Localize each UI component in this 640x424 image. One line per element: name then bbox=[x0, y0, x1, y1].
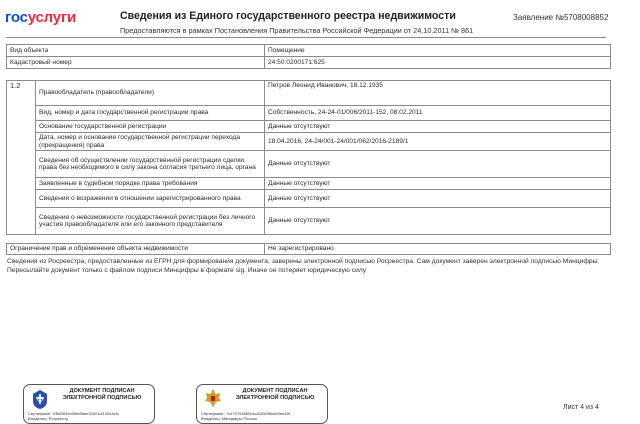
table-row bbox=[7, 190, 611, 208]
table-row bbox=[7, 208, 611, 235]
right-holder-label: Правообладатель (правообладатели) bbox=[36, 81, 265, 106]
signature-footnote: Сведения из Росреестра, предоставленные из ЕГРН для формирования документа, заверены электронной подписью Росреестра. Сам документ заверен электронной подписью Минцифры. Пересылайте документ только с файлом подписи Минцифры в формате sig. Иначе он потеряет юридическую силу bbox=[7, 258, 600, 274]
logo-part-gos: гос bbox=[5, 9, 28, 26]
document-title: Сведения из Единого государственного реестра недвижимости bbox=[120, 10, 456, 22]
table-row bbox=[7, 106, 611, 121]
rosreestr-emblem-icon bbox=[30, 388, 50, 410]
table-row bbox=[7, 121, 611, 133]
restrictions-table bbox=[6, 243, 611, 255]
table-row bbox=[7, 151, 611, 178]
transaction-value: Данные отсутствуют bbox=[265, 151, 611, 178]
personal-participation-value: Данные отсутствуют bbox=[265, 208, 611, 235]
header-divider bbox=[6, 37, 606, 38]
objection-value: Данные отсутствуют bbox=[265, 190, 611, 208]
stamp-owner: Владелец: Росреестр bbox=[28, 416, 69, 421]
gosuslugi-logo bbox=[5, 9, 76, 26]
signature-stamp-mintsifry bbox=[196, 384, 328, 424]
court-claims-label: Заявленные в судебном порядке права требования bbox=[36, 178, 265, 190]
transaction-label: Сведения об осуществлении государственной регистрации сделки, права без необходимого в силу закона согласия третьего лица, органа bbox=[36, 151, 265, 178]
registration-basis-label: Основание государственной регистрации bbox=[36, 121, 265, 133]
restrictions-row bbox=[7, 244, 611, 255]
transfer-label: Дата, номер и основание государственной регистрации перехода (прекращения) права bbox=[36, 133, 265, 151]
stamp-title: ДОКУМЕНТ ПОДПИСАН ЭЛЕКТРОННОЙ ПОДПИСЬЮ bbox=[62, 388, 142, 401]
transfer-value: 18.04.2016, 24-24/001-24/001/062/2016-2189/1 bbox=[265, 133, 611, 151]
objection-label: Сведения о возражении в отношении зарегистрированного права bbox=[36, 190, 265, 208]
stamp-title: ДОКУМЕНТ ПОДПИСАН ЭЛЕКТРОННОЙ ПОДПИСЬЮ bbox=[235, 388, 315, 401]
sheet-number: Лист 4 из 4 bbox=[563, 404, 599, 411]
table-row bbox=[7, 178, 611, 190]
object-type-value: Помещение bbox=[265, 45, 611, 57]
object-type-label: Вид объекта bbox=[7, 45, 265, 57]
document-subtitle: Предоставляются в рамках Постановления Правительства Российской Федерации от 24.10.2011 № 861 bbox=[120, 26, 474, 35]
stamp-certificate: Сертификат: 93bf3834c6f0e88ae34901cf13444cfc bbox=[28, 411, 119, 416]
statement-number: Заявление №5708008852 bbox=[513, 13, 609, 22]
court-claims-value: Данные отсутствуют bbox=[265, 178, 611, 190]
stamp-certificate: Сертификат: 7c47375368f1dcd320f0b6af40e645f bbox=[201, 411, 290, 416]
object-type-row bbox=[7, 45, 611, 57]
personal-participation-label: Сведения о невозможности государственной регистрации без личного участия правообладателя или его законного представителя bbox=[36, 208, 265, 235]
stamp-owner: Владелец: Минцифры России bbox=[201, 416, 257, 421]
section-number: 1.2 bbox=[7, 81, 36, 235]
registration-basis-value: Данные отсутствуют bbox=[265, 121, 611, 133]
table-row bbox=[7, 81, 611, 106]
object-info-table bbox=[6, 44, 611, 69]
signature-stamp-rosreestr bbox=[23, 384, 155, 424]
cadastral-number-row bbox=[7, 57, 611, 69]
registration-value: Собственность, 24-24-01/006/2011-152, 08.02.2011 bbox=[265, 106, 611, 121]
restrictions-label: Ограничение прав и обременение объекта недвижимости bbox=[7, 244, 265, 255]
cadastral-number-label: Кадастровый номер bbox=[7, 57, 265, 69]
restrictions-value: Не зарегистрировано bbox=[265, 244, 611, 255]
coat-of-arms-icon bbox=[203, 388, 223, 410]
table-row bbox=[7, 133, 611, 151]
right-holder-value: Петров Леонид Иванович, 18.12.1935 bbox=[265, 81, 611, 106]
cadastral-number-value: 24:50:0200171:625 bbox=[265, 57, 611, 69]
logo-part-uslugi: услуги bbox=[27, 9, 77, 26]
registration-label: Вид, номер и дата государственной регистрации права bbox=[36, 106, 265, 121]
rights-section-table bbox=[6, 80, 611, 235]
